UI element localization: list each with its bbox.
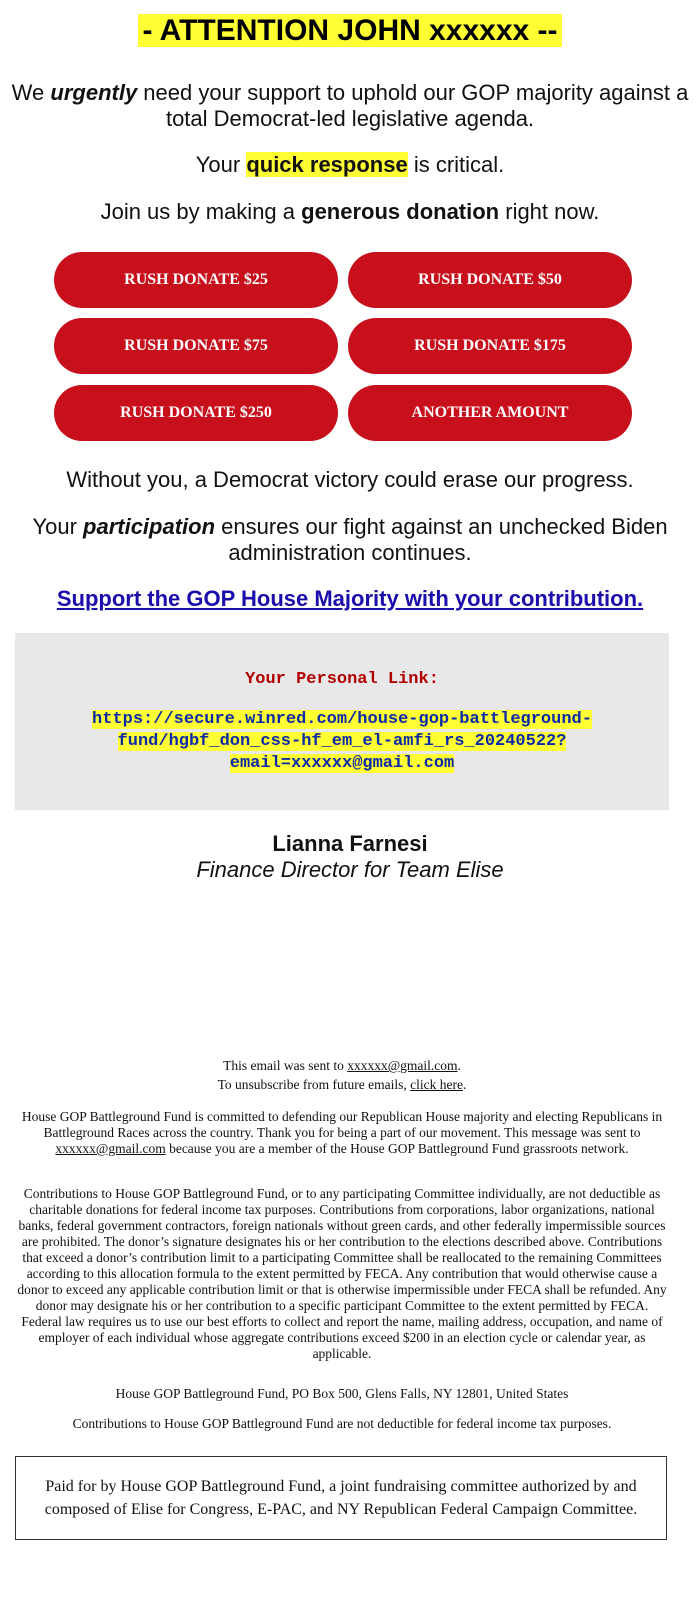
footer-sent-to: This email was sent to xxxxxx@gmail.com.: [223, 1058, 461, 1073]
unsubscribe-link[interactable]: click here: [410, 1077, 463, 1092]
signature-name: Lianna Farnesi: [272, 831, 428, 856]
support-link-row: [0, 586, 700, 612]
quick-response-highlight: quick response: [246, 152, 408, 177]
footer-member-email-link[interactable]: xxxxxx@gmail.com: [55, 1141, 166, 1156]
body-paragraph-1: Without you, a Democrat victory could erase our progress.: [66, 467, 634, 492]
paid-for-text: Paid for by House GOP Battleground Fund, a joint fundraising committee authorized by and composed of Elise for Congress, E-PAC, and NY Republican Federal Campaign Committee.: [44, 1478, 638, 1518]
attention-headline: [0, 14, 700, 48]
another-amount-button[interactable]: ANOTHER AMOUNT: [348, 385, 632, 441]
support-gop-link[interactable]: Support the GOP House Majority with your contribution.: [56, 586, 644, 611]
donate-25-button[interactable]: RUSH DONATE $25: [54, 252, 338, 308]
footer-contributions-disclaimer: Contributions to House GOP Battleground Fund, or to any participating Committee individually, are not deductible as charitable donations for federal income tax purposes. Contributions from corporations, labor organizations, national banks, federal government contractors, foreign nationals without green cards, and other federally impermissible sources are prohibited. The donor’s signature designates his or her contribution to the elections described above. Contributions that exceed a donor’s contribution limit to a participating Committee shall be reallocated to the remaining Committees according to this allocation formula to the extent permitted by FECA. Any contribution that would otherwise cause a donor to exceed any applicable contribution limit or that is otherwise impermissible under FECA shall be refunded. Any donor may designate his or her contribution to a specific participant Committee to the extent permitted by FECA. Federal law requires us to use our best efforts to collect and report the name, mailing address, occupation, and name of employer of each individual whose aggregate contributions exceed $200 in an election cycle or calendar year, as applicable.: [17, 1186, 667, 1361]
intro-paragraph-3: Join us by making a generous donation right now.: [100, 199, 600, 224]
donate-75-button[interactable]: RUSH DONATE $75: [54, 318, 338, 374]
footer-unsubscribe: To unsubscribe from future emails, click here.: [217, 1077, 467, 1092]
donate-175-button[interactable]: RUSH DONATE $175: [348, 318, 632, 374]
personal-link-url[interactable]: https://secure.winred.com/house-gop-battleground- fund/hgbf_don_css-hf_em_el-amfi_rs_20240522? email=xxxxxx@gmail.com: [92, 710, 592, 773]
intro-paragraph-1: We urgently need your support to uphold our GOP majority against a total Democrat-led legislative agenda.: [11, 80, 689, 131]
generous-donation-bold: generous donation: [301, 199, 500, 224]
paid-for-box: [15, 1456, 667, 1540]
urgently-emphasis: urgently: [50, 80, 138, 105]
attention-text: - ATTENTION JOHN xxxxxx --: [138, 14, 561, 47]
donate-50-button[interactable]: RUSH DONATE $50: [348, 252, 632, 308]
footer-address: House GOP Battleground Fund, PO Box 500, Glens Falls, NY 12801, United States: [115, 1386, 569, 1401]
intro-paragraph-2: Your quick response is critical.: [195, 152, 505, 177]
personal-link-box: [15, 633, 669, 810]
body-paragraph-2: Your participation ensures our fight against an unchecked Biden administration continues.: [32, 514, 668, 565]
signature-title: Finance Director for Team Elise: [196, 857, 504, 882]
participation-emphasis: participation: [83, 514, 216, 539]
footer-email-link[interactable]: xxxxxx@gmail.com: [347, 1058, 458, 1073]
personal-link-label: Your Personal Link:: [245, 670, 439, 689]
footer-not-deductible: Contributions to House GOP Battleground Fund are not deductible for federal income tax purposes.: [72, 1416, 612, 1431]
donate-250-button[interactable]: RUSH DONATE $250: [54, 385, 338, 441]
footer-committed-paragraph: House GOP Battleground Fund is committed to defending our Republican House majority and electing Republicans in Battleground Races across the country. Thank you for being a part of our movement. This message was sent to xxxxxx@gmail.com because you are a member of the House GOP Battleground Fund grassroots network.: [21, 1109, 663, 1156]
